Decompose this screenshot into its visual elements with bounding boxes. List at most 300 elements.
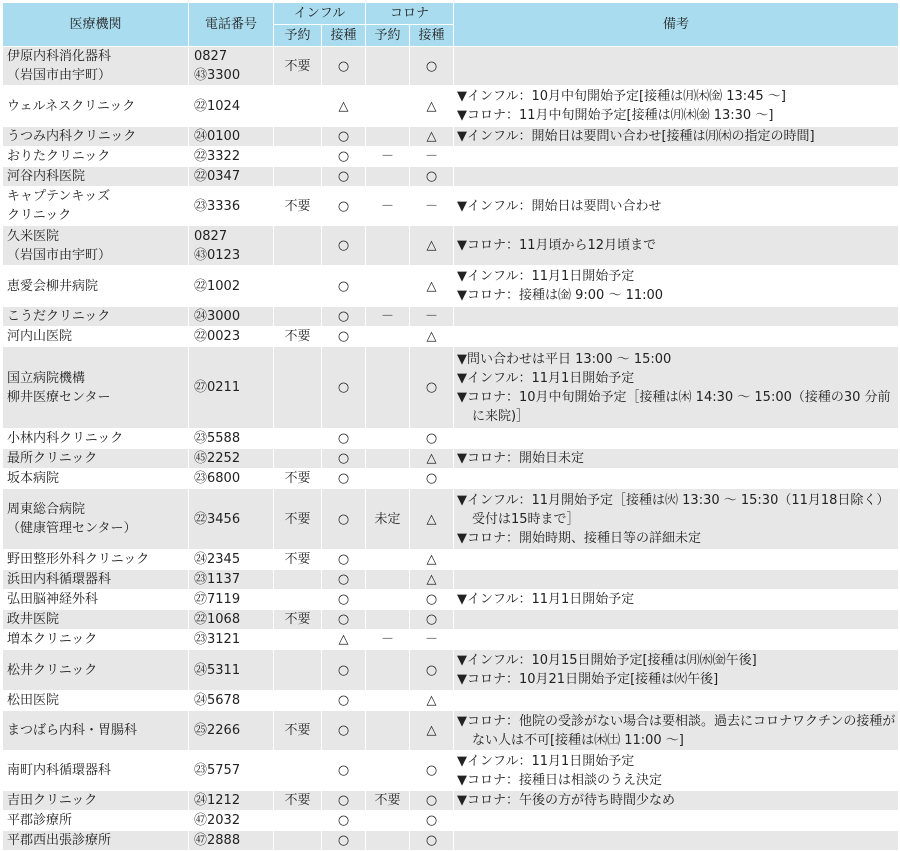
facility-name-line: 河内山医院 [7,329,73,344]
remarks-cell [454,47,899,86]
remark-line: ▼コロナ：午後の方が待ち時間少なめ [457,793,675,808]
covid-vaccination-cell: － [410,147,454,167]
covid-vaccination-cell: △ [410,570,454,590]
facility-name-line: ウェルネスクリニック [7,98,136,114]
remarks-cell [454,691,899,711]
remark-line: ▼コロナ：10月21日開始予定[接種は㈫午後] [457,672,719,687]
flu-vaccination-cell: ○ [322,691,366,711]
phone-number [189,327,274,347]
phone-number-line: ㊺2252 [194,451,241,466]
phone-number [189,791,274,811]
phone-number [189,630,274,650]
table-row [3,590,899,610]
facility-name [3,47,189,86]
covid-vaccination-cell: △ [410,489,454,550]
header-flu-reserve: 予約 [274,25,322,47]
table-row [3,489,899,550]
remarks-cell [454,590,899,610]
remark-line: ▼インフル：11月1日開始予定 [457,592,635,607]
flu-reserve-cell: 不要 [274,489,322,550]
remark-line: ▼インフル：開始日は要問い合わせ[接種は㈪㈭の指定の時間] [457,129,815,144]
remarks-cell [454,167,899,187]
phone-number-line: ㉗0211 [194,380,241,395]
covid-vaccination-cell: ○ [410,167,454,187]
flu-reserve-cell [274,226,322,266]
flu-vaccination-cell: △ [322,86,366,127]
flu-vaccination-cell: ○ [322,570,366,590]
flu-reserve-cell [274,831,322,851]
facility-name-line: 松田医院 [7,693,60,708]
flu-vaccination-cell: ○ [322,307,366,327]
phone-number [189,266,274,307]
covid-vaccination-cell: ○ [410,429,454,449]
phone-number-line: ㉔0100 [194,129,241,144]
flu-reserve-cell [274,127,322,147]
flu-vaccination-cell: ○ [322,429,366,449]
covid-vaccination-cell: － [410,630,454,650]
phone-number-line: ㉓3336 [194,198,241,214]
covid-vaccination-cell: △ [410,86,454,127]
phone-number-line: ㉔2345 [194,552,241,567]
flu-reserve-cell [274,307,322,327]
flu-vaccination-cell: ○ [322,831,366,851]
facility-name [3,449,189,469]
covid-vaccination-cell: △ [410,711,454,751]
facility-name-line: 平郡診療所 [7,813,73,828]
facility-name [3,791,189,811]
facility-name [3,550,189,570]
phone-number-line: ㉔1212 [194,793,241,808]
flu-reserve-cell [274,630,322,650]
header-covid-vaccination: 接種 [410,25,454,47]
table-row [3,691,899,711]
phone-number-line: ㊼2032 [194,813,241,828]
flu-vaccination-cell: ○ [322,469,366,489]
table-row [3,347,899,429]
table-row [3,226,899,266]
covid-reserve-cell: － [366,307,410,327]
table-body [3,47,899,851]
covid-reserve-cell [366,550,410,570]
facility-name [3,127,189,147]
covid-vaccination-cell: △ [410,127,454,147]
phone-number [189,187,274,226]
facility-name [3,650,189,691]
flu-vaccination-cell: ○ [322,489,366,550]
table-row [3,630,899,650]
table-row [3,47,899,86]
facility-name-line: 柳井医療センター [7,389,111,405]
covid-vaccination-cell: ○ [410,47,454,86]
flu-reserve-cell: 不要 [274,791,322,811]
table-row [3,831,899,851]
remark-line: ▼インフル：10月15日開始予定[接種は㈪㈬㈮午後] [457,653,757,668]
covid-vaccination-cell: △ [410,550,454,570]
covid-vaccination-cell: ○ [410,610,454,630]
covid-vaccination-cell: ○ [410,347,454,429]
covid-vaccination-cell: ○ [410,751,454,791]
phone-number [189,570,274,590]
facility-name [3,86,189,127]
flu-vaccination-cell: ○ [322,711,366,751]
flu-vaccination-cell: ○ [322,127,366,147]
facility-name [3,691,189,711]
covid-vaccination-cell: － [410,307,454,327]
table-row [3,266,899,307]
phone-number-line: 0827 [194,49,228,64]
remarks-cell [454,831,899,851]
phone-number-line: ㉕2266 [194,723,241,738]
facility-name [3,266,189,307]
phone-number-line: ㉒3322 [194,149,241,164]
facility-name-line: 平郡西出張診療所 [7,833,112,848]
remark-line: ▼問い合わせは平日 13:00 ～ 15:00 [457,351,672,367]
covid-reserve-cell [366,449,410,469]
facility-name [3,811,189,831]
phone-number-line: ㉔5678 [194,693,241,708]
facility-name-line: 河谷内科医院 [7,169,86,184]
remarks-cell [454,226,899,266]
facility-name-line: うつみ内科クリニック [7,129,137,144]
covid-reserve-cell [366,327,410,347]
phone-number [189,429,274,449]
phone-number-line: ㊸0123 [194,247,241,263]
covid-vaccination-cell: － [410,187,454,226]
covid-reserve-cell [366,831,410,851]
facility-name [3,831,189,851]
remark-line: ▼コロナ：開始日未定 [457,451,584,466]
flu-reserve-cell [274,691,322,711]
header-flu: インフル [274,3,366,25]
table-row [3,127,899,147]
covid-reserve-cell [366,811,410,831]
flu-vaccination-cell: ○ [322,226,366,266]
flu-vaccination-cell: ○ [322,327,366,347]
facility-name-line: 国立病院機構 [7,370,86,386]
facility-name-line: 野田整形外科クリニック [7,552,150,567]
facility-name-line: （健康管理センター） [7,521,137,536]
flu-reserve-cell [274,811,322,831]
header-row-1 [3,3,899,25]
phone-number-line: ㉓6800 [194,471,241,486]
phone-number [189,226,274,266]
remarks-cell [454,469,899,489]
flu-reserve-cell: 不要 [274,47,322,86]
facility-name-line: 弘田脳神経外科 [7,592,99,607]
flu-vaccination-cell: ○ [322,610,366,630]
facility-name-line: こうだクリニック [7,309,111,324]
facility-name-line: まつばら内科・胃腸科 [7,723,138,738]
facility-name [3,327,189,347]
table-row [3,147,899,167]
facility-name-line: 浜田内科循環器科 [7,572,112,587]
facility-name-line: （岩国市由宇町） [7,247,112,263]
remark-line: ▼コロナ：開始時期、接種日等の詳細未定 [457,530,701,546]
remarks-cell [454,791,899,811]
facility-name-line: 周東総合病院 [7,502,86,517]
table-row [3,570,899,590]
remarks-cell [454,630,899,650]
phone-number-line: ㊸3300 [194,68,241,83]
flu-vaccination-cell: ○ [322,550,366,570]
flu-reserve-cell [274,751,322,791]
phone-number-line: ㉓1137 [194,572,241,587]
phone-number-line: ㉒0347 [194,169,241,184]
facility-name-line: 最所クリニック [7,451,98,466]
covid-vaccination-cell: ○ [410,811,454,831]
table-row [3,307,899,327]
facility-name [3,347,189,429]
phone-number [189,127,274,147]
facility-name [3,187,189,226]
facility-name-line: 久米医院 [7,228,60,244]
flu-reserve-cell [274,147,322,167]
table-row [3,449,899,469]
covid-vaccination-cell: ○ [410,469,454,489]
flu-vaccination-cell: ○ [322,449,366,469]
phone-number [189,550,274,570]
covid-vaccination-cell: ○ [410,791,454,811]
covid-vaccination-cell: ○ [410,590,454,610]
remarks-cell [454,147,899,167]
phone-number-line: ㉒1068 [194,612,241,627]
facility-name-line: 伊原内科消化器科 [7,49,112,64]
facility-name-line: おりたクリニック [7,149,111,164]
phone-number [189,711,274,751]
remark-line: ▼インフル：11月1日開始予定 [457,753,635,769]
remarks-cell [454,429,899,449]
remark-line: ▼コロナ：他院の受診がない場合は要相談。過去にコロナワクチンの接種がない人は不可[接種は㈭㈯ 11:00 ～] [457,713,896,748]
phone-number [189,610,274,630]
flu-vaccination-cell: △ [322,630,366,650]
remarks-cell [454,307,899,327]
covid-vaccination-cell: △ [410,327,454,347]
facility-name [3,147,189,167]
flu-vaccination-cell: ○ [322,266,366,307]
remarks-cell [454,489,899,550]
facility-name-line: 政井医院 [7,612,60,627]
facility-name-line: 松井クリニック [7,662,98,678]
phone-number [189,47,274,86]
flu-reserve-cell: 不要 [274,469,322,489]
facility-name-line: クリニック [7,208,72,223]
covid-reserve-cell [366,86,410,127]
covid-reserve-cell [366,167,410,187]
header-covid: コロナ [366,3,454,25]
flu-vaccination-cell: ○ [322,791,366,811]
clinic-table [2,2,899,851]
phone-number [189,650,274,691]
remarks-cell [454,811,899,831]
table-row [3,327,899,347]
phone-number [189,307,274,327]
phone-number [189,147,274,167]
facility-name [3,711,189,751]
flu-vaccination-cell: ○ [322,147,366,167]
flu-reserve-cell: 不要 [274,610,322,630]
phone-number-line: ㉔5311 [194,662,241,678]
flu-reserve-cell: 不要 [274,327,322,347]
table-row [3,650,899,691]
covid-reserve-cell [366,751,410,791]
phone-number [189,86,274,127]
remarks-cell [454,570,899,590]
remark-line: ▼コロナ：11月中旬開始予定[接種は㈪㈭㈮ 13:30 ～] [457,108,774,123]
facility-name [3,570,189,590]
facility-name [3,429,189,449]
phone-number [189,811,274,831]
covid-reserve-cell [366,570,410,590]
phone-number-line: ㉓3121 [194,632,241,647]
covid-reserve-cell: － [366,147,410,167]
phone-number-line: ㉗7119 [194,592,241,607]
flu-vaccination-cell: ○ [322,47,366,86]
facility-name-line: 増本クリニック [7,632,98,647]
covid-reserve-cell: 未定 [366,489,410,550]
facility-name-line: 南町内科循環器科 [7,763,112,778]
covid-vaccination-cell: △ [410,449,454,469]
flu-vaccination-cell: ○ [322,650,366,691]
facility-name [3,226,189,266]
table-row [3,610,899,630]
flu-reserve-cell [274,347,322,429]
flu-reserve-cell: 不要 [274,187,322,226]
covid-reserve-cell [366,691,410,711]
table-row [3,469,899,489]
phone-number-line: ㉓5757 [194,763,241,778]
flu-vaccination-cell: ○ [322,751,366,791]
remarks-cell [454,610,899,630]
facility-name [3,610,189,630]
covid-vaccination-cell: △ [410,226,454,266]
flu-reserve-cell: 不要 [274,550,322,570]
table-row [3,187,899,226]
table-row [3,751,899,791]
header-facility: 医療機関 [3,3,189,47]
covid-reserve-cell: 不要 [366,791,410,811]
table-row [3,167,899,187]
flu-reserve-cell [274,167,322,187]
covid-reserve-cell: － [366,630,410,650]
flu-reserve-cell [274,650,322,691]
facility-name [3,630,189,650]
phone-number [189,590,274,610]
flu-reserve-cell [274,570,322,590]
covid-reserve-cell: － [366,187,410,226]
facility-name [3,751,189,791]
covid-reserve-cell [366,650,410,691]
facility-name-line: 恵愛会柳井病院 [7,278,99,294]
header-flu-vaccination: 接種 [322,25,366,47]
table-row [3,429,899,449]
flu-reserve-cell [274,590,322,610]
phone-number-line: ㉒0023 [194,329,241,344]
remark-line: ▼インフル：10月中旬開始予定[接種は㈪㈭㈮ 13:45 ～] [457,89,786,104]
remarks-cell [454,711,899,751]
flu-vaccination-cell: ○ [322,811,366,831]
covid-vaccination-cell: ○ [410,650,454,691]
remark-line: ▼コロナ：11月頃から12月頃まで [457,238,657,253]
remarks-cell [454,86,899,127]
facility-name-line: 吉田クリニック [7,793,98,808]
phone-number-line: ㉒3456 [194,511,241,527]
covid-reserve-cell [366,226,410,266]
covid-reserve-cell [366,347,410,429]
facility-name [3,489,189,550]
flu-vaccination-cell: ○ [322,590,366,610]
remark-line: ▼コロナ：接種日は相談のうえ決定 [457,772,662,788]
phone-number-line: ㉔3000 [194,309,241,324]
covid-reserve-cell [366,590,410,610]
covid-reserve-cell [366,266,410,307]
remarks-cell [454,266,899,307]
remark-line: ▼コロナ：接種は㈮ 9:00 ～ 11:00 [457,288,664,303]
remark-line: ▼インフル：11月開始予定［接種は㈫ 13:30 ～ 15:30（11月18日除く）受付は15時まで］ [457,492,890,527]
remarks-cell [454,187,899,226]
header-covid-reserve: 予約 [366,25,410,47]
phone-number [189,751,274,791]
phone-number [189,831,274,851]
facility-name-line: 坂本病院 [7,471,60,486]
remark-line: ▼インフル：11月1日開始予定 [457,370,635,386]
phone-number [189,489,274,550]
remark-line: ▼コロナ：10月中旬開始予定［接種は㈭ 14:30 ～ 15:00（接種の30 分前に来院)］ [457,389,891,424]
table-row [3,550,899,570]
remarks-cell [454,550,899,570]
phone-number [189,449,274,469]
flu-vaccination-cell: ○ [322,167,366,187]
phone-number-line: ㊼2888 [194,833,241,848]
remarks-cell [454,449,899,469]
remarks-cell [454,347,899,429]
phone-number [189,347,274,429]
facility-name [3,469,189,489]
facility-name-line: キャプテンキッズ [7,189,111,204]
covid-vaccination-cell: △ [410,266,454,307]
remark-line: ▼インフル：開始日は要問い合わせ [457,198,662,214]
facility-name-line: （岩国市由宇町） [7,68,112,83]
phone-number [189,167,274,187]
covid-vaccination-cell: △ [410,691,454,711]
facility-name [3,307,189,327]
phone-number-line: ㉒1002 [194,278,241,294]
table-row [3,86,899,127]
table-row [3,791,899,811]
remarks-cell [454,327,899,347]
phone-number [189,691,274,711]
covid-reserve-cell [366,429,410,449]
covid-reserve-cell [366,47,410,86]
covid-reserve-cell [366,127,410,147]
facility-name-line: 小林内科クリニック [7,431,124,446]
flu-vaccination-cell: ○ [322,347,366,429]
phone-number-line: ㉒1024 [194,98,241,114]
covid-reserve-cell [366,469,410,489]
flu-reserve-cell [274,266,322,307]
covid-reserve-cell [366,711,410,751]
covid-reserve-cell [366,610,410,630]
flu-vaccination-cell: ○ [322,187,366,226]
facility-name [3,590,189,610]
table-row [3,811,899,831]
remarks-cell [454,751,899,791]
table-row [3,711,899,751]
remarks-cell [454,127,899,147]
remarks-cell [454,650,899,691]
header-remarks: 備考 [454,3,899,47]
flu-reserve-cell [274,429,322,449]
covid-vaccination-cell: ○ [410,831,454,851]
